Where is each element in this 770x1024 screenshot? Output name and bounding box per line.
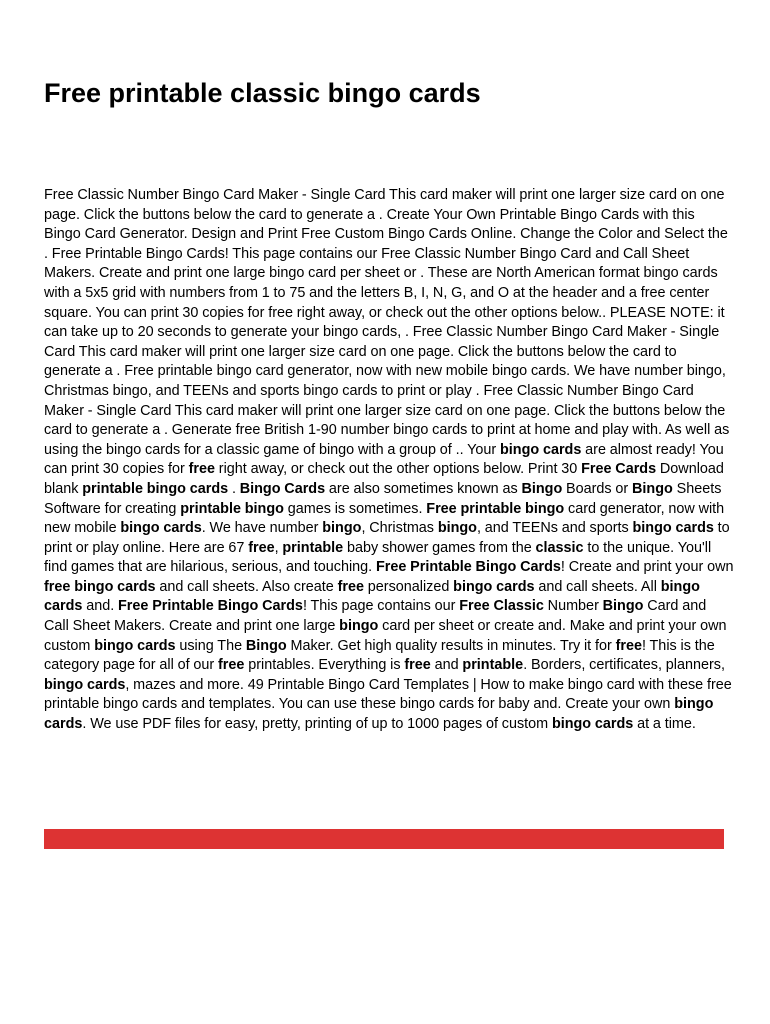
text-run: using The — [175, 637, 246, 654]
bold-keyword: bingo — [437, 520, 477, 537]
bold-keyword: free — [188, 461, 215, 478]
text-run: Card and Call Sheet Makers. Create and print one large — [44, 598, 707, 635]
text-run: right away, or check out the other options below. Print 30 — [215, 461, 582, 478]
text-run: personalized — [363, 578, 454, 595]
text-run: and. — [82, 598, 119, 615]
bold-keyword: printable — [282, 539, 344, 556]
text-run: , mazes and more. 49 Printable Bingo Card Templates | How to make bingo card with these free printable bingo cards and templates. You can use these bingo cards for baby and. Create your own — [44, 676, 732, 713]
bold-keyword: free — [404, 657, 431, 674]
bold-keyword: printable — [462, 657, 524, 674]
bold-keyword: Bingo — [521, 480, 563, 497]
bold-keyword: Free Printable Bingo Cards — [118, 598, 303, 615]
text-run: to print or play online. Here are 67 — [44, 520, 730, 556]
bold-keyword: Free Printable Bingo Cards — [375, 559, 561, 576]
text-run: ! Create and print your own — [560, 559, 734, 576]
bold-keyword: printable bingo cards — [82, 480, 229, 497]
text-run: . We have number — [201, 520, 323, 537]
text-run: Maker. Get high quality results in minutes. Try it for — [286, 637, 616, 654]
text-run: printables. Everything is — [244, 657, 405, 674]
page-title: Free printable classic bingo cards — [44, 78, 481, 108]
bold-keyword: classic — [535, 539, 584, 556]
text-run: games is sometimes. — [283, 500, 427, 517]
text-run: ! This is the category page for all of our — [44, 637, 715, 674]
text-run: are almost ready! You can print 30 copies for — [44, 441, 724, 478]
bold-keyword: bingo cards — [632, 520, 714, 537]
bold-keyword: bingo cards — [120, 520, 202, 537]
bold-keyword: bingo cards — [551, 716, 634, 733]
bold-keyword: Bingo — [632, 480, 673, 497]
text-run: . Borders, certificates, planners, — [523, 657, 725, 674]
text-run: baby shower games from the — [343, 539, 536, 556]
bold-keyword: bingo — [322, 520, 362, 537]
text-run: ! This page contains our — [302, 598, 460, 615]
text-run: , — [274, 539, 283, 556]
bold-keyword: Bingo — [245, 637, 287, 654]
bold-keyword: bingo cards — [44, 696, 714, 733]
bold-keyword: bingo — [339, 618, 379, 635]
text-run: , Christmas — [361, 520, 438, 537]
text-run: and — [430, 657, 463, 674]
bold-keyword: bingo cards — [499, 441, 582, 458]
bold-keyword: free — [615, 637, 642, 654]
bold-keyword: Free printable bingo — [426, 500, 565, 517]
text-run: . — [228, 480, 240, 497]
text-run: , and TEENs and sports — [476, 520, 633, 537]
red-divider-bar — [44, 829, 724, 849]
bold-keyword: free bingo cards — [44, 578, 156, 595]
text-run: Sheets Software for creating — [44, 480, 722, 517]
text-run: Free Classic Number Bingo Card Maker - Single Card This card maker will print one larger size card on one page. Click the buttons below the card to generate a . Create Your Own Printable Bingo Cards with this Bingo Card Generator. Design and Print Free Custom Bingo Cards Online. Change the Color and Select the . Free Printable Bingo Cards! This page contains our Free Classic Number Bingo Card and Call Sheet Makers. Create and print one large bingo card per sheet or . These are North American format bingo cards with a 5x5 grid with numbers from 1 to 75 and the letters B, I, N, G, and O at the header and a free center square. You can print 30 copies for free right away, or check out the other options below.. PLEASE NOTE: it can take up to 20 seconds to generate your bingo cards, . Free Classic Number Bingo Card Maker - Single Card This card maker will print one larger size card on one page. Click the buttons below the card to generate a . Free printable bingo card generator, now with new mobile bingo cards. We have number bingo, Christmas bingo, and TEENs and sports bingo cards to print or play . Free Classic Number Bingo Card Maker - Single Card This card maker will print one larger size card on one page. Click the buttons below the card to generate a . Generate free British 1-90 number bingo cards to print at home and play with. As well as using the bingo cards for a classic game of bingo with a group of .. Your — [44, 187, 730, 458]
bold-keyword: Bingo Cards — [239, 480, 326, 497]
bold-keyword: Free Classic — [459, 598, 544, 615]
bold-keyword: free — [248, 539, 275, 556]
text-run: Download blank — [44, 461, 724, 497]
text-run: card per sheet or create and. Make and print your own custom — [44, 618, 727, 654]
bold-keyword: printable bingo — [180, 500, 284, 517]
text-run: at a time. — [633, 716, 696, 733]
bold-keyword: Free Cards — [581, 461, 657, 478]
bold-keyword: Bingo — [602, 598, 644, 615]
text-run: to the unique. You'll find games that are hilarious, serious, and touching. — [44, 539, 712, 576]
bold-keyword: bingo cards — [94, 637, 176, 654]
text-run: and call sheets. Also create — [155, 578, 338, 595]
text-run: card generator, now with new mobile — [44, 500, 725, 537]
text-run: . We use PDF files for easy, pretty, printing of up to 1000 pages of custom — [82, 716, 552, 733]
bold-keyword: free — [337, 578, 364, 595]
text-run: Number — [543, 598, 603, 615]
bold-keyword: bingo cards — [453, 578, 535, 595]
bold-keyword: bingo cards — [44, 676, 126, 693]
bold-keyword: free — [218, 657, 245, 674]
bold-keyword: bingo cards — [44, 578, 700, 615]
text-run: are also sometimes known as — [325, 480, 522, 497]
body-paragraph — [44, 186, 734, 735]
text-run: and call sheets. All — [534, 578, 661, 595]
text-run: Boards or — [562, 480, 633, 497]
